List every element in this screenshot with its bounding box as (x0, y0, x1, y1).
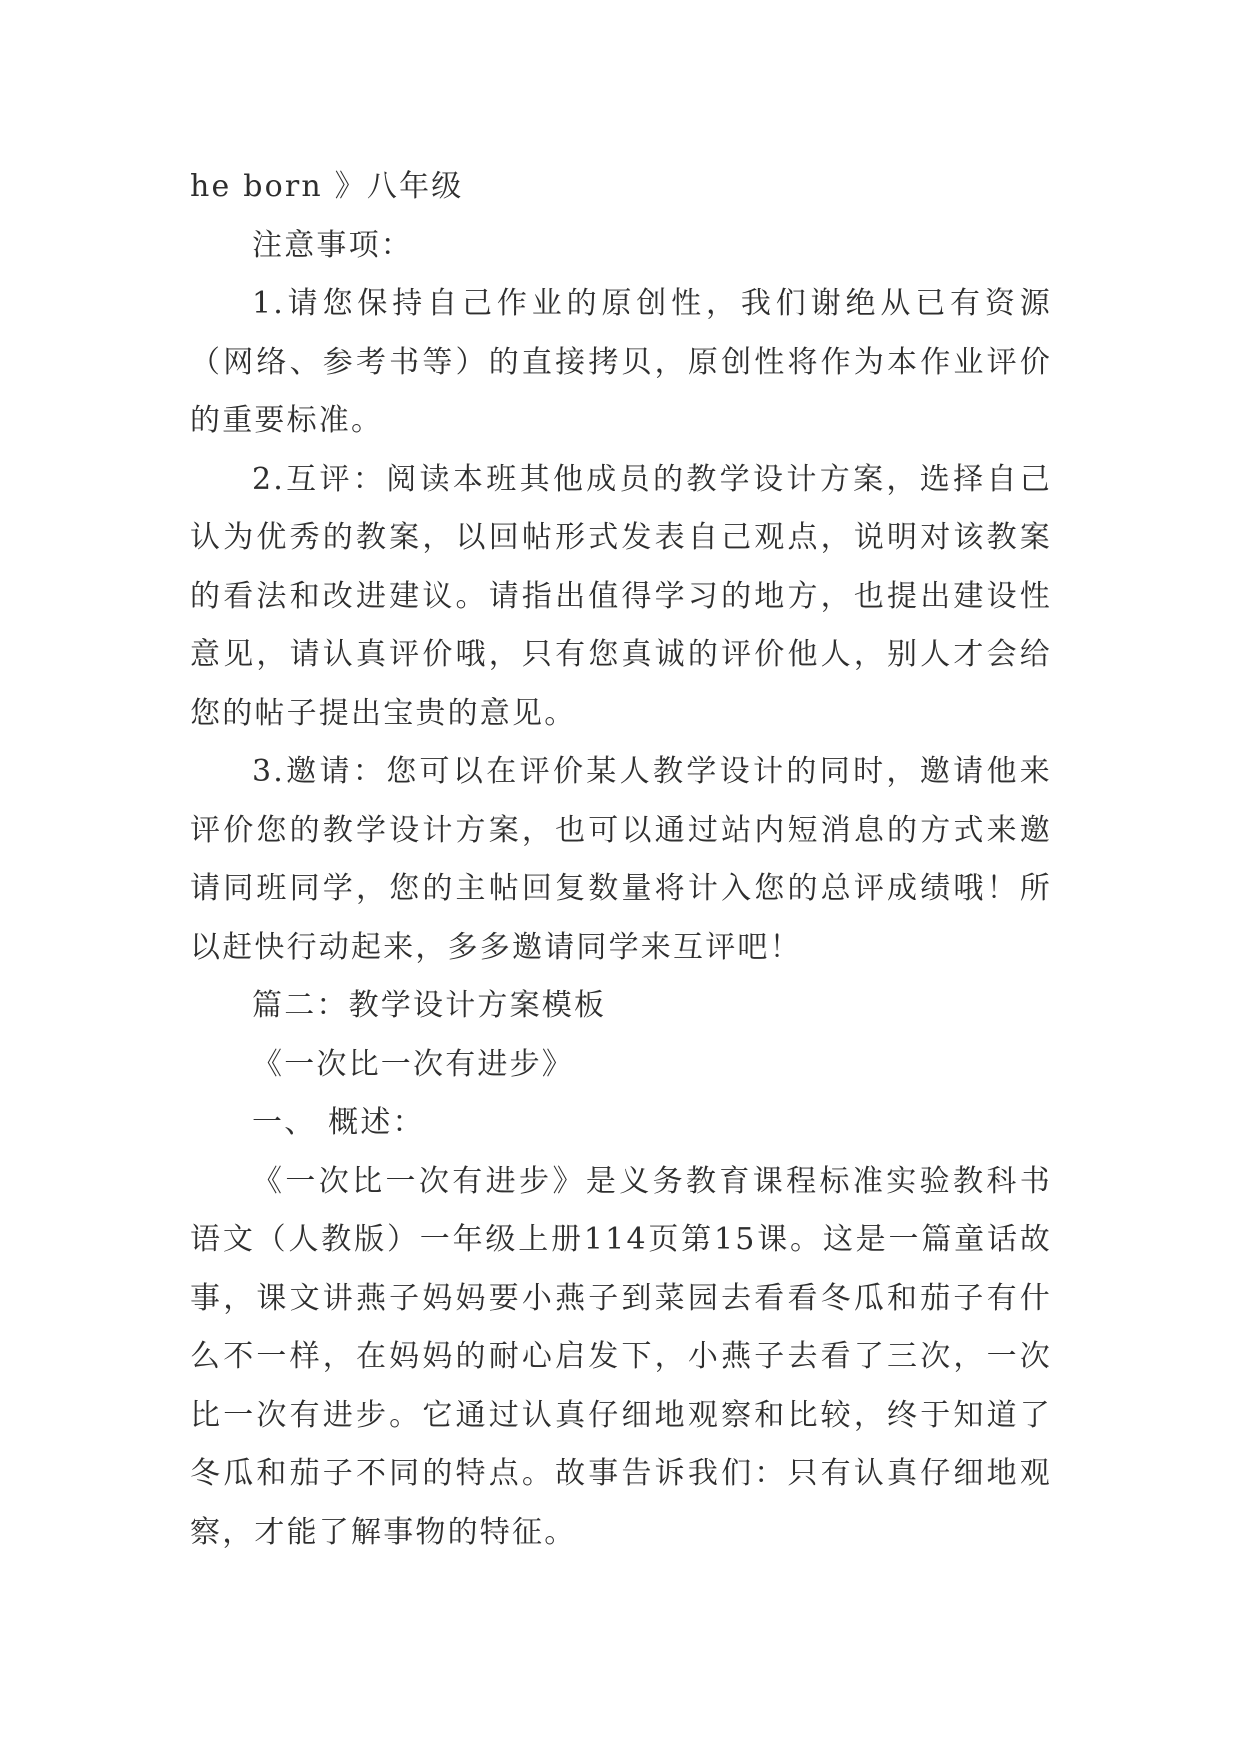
continuation-fragment: he born 》八年级 (190, 169, 464, 204)
notice-item-originality: 1.请您保持自己作业的原创性，我们谢绝从已有资源（网络、参考书等）的直接拷贝，原创性将作为本作业评价的重要标准。 (190, 286, 1052, 438)
overview-paragraph: 《一次比一次有进步》是义务教育课程标准实验教科书语文（人教版）一年级上册114页第15课。这是一篇童话故事，课文讲燕子妈妈要小燕子到菜园去看看冬瓜和茄子有什么不一样，在妈妈的耐心启发下，小燕子去看了三次，一次比一次有进步。它通过认真仔细地观察和比较，终于知道了冬瓜和茄子不同的特点。故事告诉我们：只有认真仔细地观察，才能了解事物的特征。 (190, 1163, 1052, 1550)
overview-heading: 一、 概述： (252, 1105, 425, 1140)
document-page (190, 158, 1052, 1562)
section-title: 篇二：教学设计方案模板 (252, 988, 607, 1023)
notice-item-invitation: 3.邀请：您可以在评价某人教学设计的同时，邀请他来评价您的教学设计方案，也可以通过站内短消息的方式来邀请同班同学，您的主帖回复数量将计入您的总评成绩哦！所以赶快行动起来，多多邀请同学来互评吧！ (190, 754, 1052, 965)
lesson-title: 《一次比一次有进步》 (252, 1046, 574, 1082)
notice-heading: 注意事项： (252, 227, 413, 263)
notice-item-peer-review: 2.互评：阅读本班其他成员的教学设计方案，选择自己认为优秀的教案，以回帖形式发表自己观点，说明对该教案的看法和改进建议。请指出值得学习的地方，也提出建设性意见，请认真评价哦，只有您真诚的评价他人，别人才会给您的帖子提出宝贵的意见。 (190, 461, 1052, 731)
